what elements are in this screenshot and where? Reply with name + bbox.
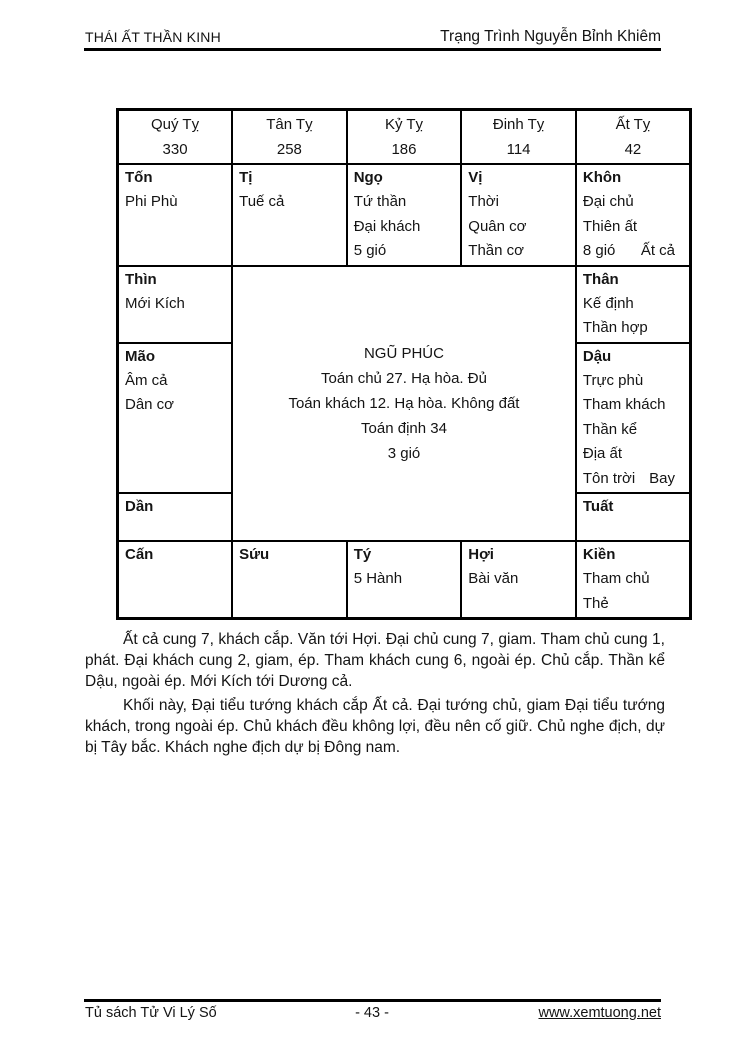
footer-page-number: - 43 - [355, 1005, 389, 1021]
center-title: NGŨ PHÚC [363, 344, 444, 362]
palace-cell-mao [118, 343, 233, 494]
palace-cell-thin [118, 266, 233, 343]
palace-line: Thần cơ [468, 242, 524, 259]
palace-line: Tuế cả [239, 193, 285, 210]
palace-cell-ty [347, 541, 462, 619]
palace-line: Thẻ [582, 594, 609, 612]
split-left: Tôn trời [582, 469, 636, 487]
palace-label: Tốn [125, 169, 153, 186]
book-title: THÁI ẤT THẦN KINH [85, 29, 221, 45]
palace-cell-ti [232, 164, 347, 266]
palace-cell-tuat [576, 493, 691, 541]
palace-cell-dau [576, 343, 691, 494]
palace-cell-hoi [461, 541, 576, 619]
palace-label: Thìn [125, 270, 157, 288]
palace-line: Trực phù [582, 371, 644, 389]
palace-line: Dân cơ [125, 396, 175, 413]
year-cell-dinh-ty [461, 110, 576, 165]
year-cell-at-ty [576, 110, 691, 165]
year-label: Tân Tỵ [266, 116, 313, 133]
palace-row-thin [118, 266, 691, 343]
year-label: Ất Tỵ [615, 116, 651, 133]
palace-label: Dần [125, 498, 154, 515]
palace-label: Khôn [582, 169, 622, 186]
palace-line: Đại khách [353, 217, 421, 235]
paragraph-2: Khối này, Đại tiểu tướng khách cắp Ất cả. Đại tướng chủ, giam Đại tiểu tướng khách, trong ngoài ép. Chủ khách đều không lợi, đều nên cố giữ. Chủ nghe địch, dự bị Tây bắc. Khách nghe địch dự bị Đông nam. [85, 697, 665, 756]
year-value: 114 [506, 141, 531, 158]
footer-series: Tủ sách Tử Vi Lý Số [85, 1005, 217, 1021]
palace-cell-kien [576, 541, 691, 619]
palace-line: Phi Phù [125, 193, 178, 210]
book-author: Trạng Trình Nguyễn Bỉnh Khiêm [440, 28, 661, 45]
palace-line: Tứ thần [353, 193, 407, 210]
year-cell-quy-ty [118, 110, 233, 165]
center-line: Toán định 34 [361, 419, 447, 437]
header-rule [84, 48, 661, 51]
palace-line: Quân cơ [468, 217, 527, 235]
center-line: 3 gió [387, 444, 421, 462]
palace-line-split [583, 467, 683, 492]
paragraph-1: Ất cả cung 7, khách cắp. Văn tới Hợi. Đại chủ cung 7, giam. Tham chủ cung 1, phát. Đại khách cung 2, giam, ép. Tham khách cung 6, ngoài ép. Chủ cắp. Thần kể Dậu, ngoài ép. Mới Kích tới Dương cả. [85, 631, 665, 690]
palace-label: Vị [468, 169, 483, 186]
palace-row-top [118, 164, 691, 266]
palace-cell-ngo [347, 164, 462, 266]
palace-cell-ton [118, 164, 233, 266]
center-summary-cell [232, 266, 576, 542]
palace-table [116, 108, 692, 620]
palace-cell-khon [576, 164, 691, 266]
palace-label: Ngọ [353, 169, 383, 186]
palace-label: Thân [582, 270, 619, 288]
year-cell-ky-ty [347, 110, 462, 165]
palace-line: 5 gió [353, 242, 387, 259]
center-line: Toán chủ 27. Hạ hòa. Đủ [321, 369, 487, 387]
palace-line: Thần kể [582, 420, 638, 438]
palace-label: Hợi [468, 546, 494, 563]
palace-line: Thiên ất [582, 217, 638, 235]
year-label: Đinh Tỵ [492, 116, 545, 133]
palace-line: Bài văn [468, 570, 519, 587]
palace-label: Tị [239, 169, 253, 186]
year-label: Kỷ Tỵ [384, 116, 424, 133]
palace-label: Tuất [582, 498, 614, 515]
palace-cell-dan [118, 493, 233, 541]
center-line: Toán khách 12. Hạ hòa. Không đất [288, 394, 520, 412]
year-value: 186 [391, 141, 417, 158]
body-text [85, 629, 665, 761]
palace-line: Địa ất [582, 445, 623, 462]
palace-line: Mới Kích [125, 294, 185, 312]
palace-chart [116, 108, 692, 620]
footer-link[interactable]: www.xemtuong.net [538, 1005, 661, 1021]
year-row [118, 110, 691, 165]
palace-line-split [583, 239, 683, 264]
palace-cell-than [576, 266, 691, 343]
footer-rule [84, 999, 661, 1002]
palace-label: Tý [353, 546, 372, 563]
palace-label: Sứu [239, 546, 270, 563]
palace-line: 5 Hành [353, 570, 403, 587]
palace-label: Kiền [582, 546, 616, 563]
palace-line: Đại chủ [582, 193, 634, 210]
palace-row-bottom [118, 541, 691, 619]
palace-cell-can [118, 541, 233, 619]
palace-cell-suu [232, 541, 347, 619]
palace-line: Tham chủ [582, 570, 650, 587]
palace-line: Âm cả [125, 371, 168, 389]
split-right: Bay [649, 469, 675, 487]
palace-label: Dậu [582, 347, 612, 365]
palace-line: Kế định [582, 294, 634, 312]
year-cell-tan-ty [232, 110, 347, 165]
year-value: 330 [162, 141, 188, 158]
palace-line: Thần hợp [582, 319, 648, 336]
year-label: Quý Tỵ [151, 116, 200, 133]
year-value: 258 [276, 141, 302, 158]
palace-line: Thời [468, 193, 499, 210]
split-left: 8 gió [582, 242, 616, 259]
palace-cell-vi [461, 164, 576, 266]
palace-line: Tham khách [582, 396, 666, 413]
split-right: Ất cả [640, 242, 675, 259]
palace-label: Cấn [125, 546, 154, 563]
palace-label: Mão [125, 347, 155, 365]
year-value: 42 [624, 141, 642, 158]
